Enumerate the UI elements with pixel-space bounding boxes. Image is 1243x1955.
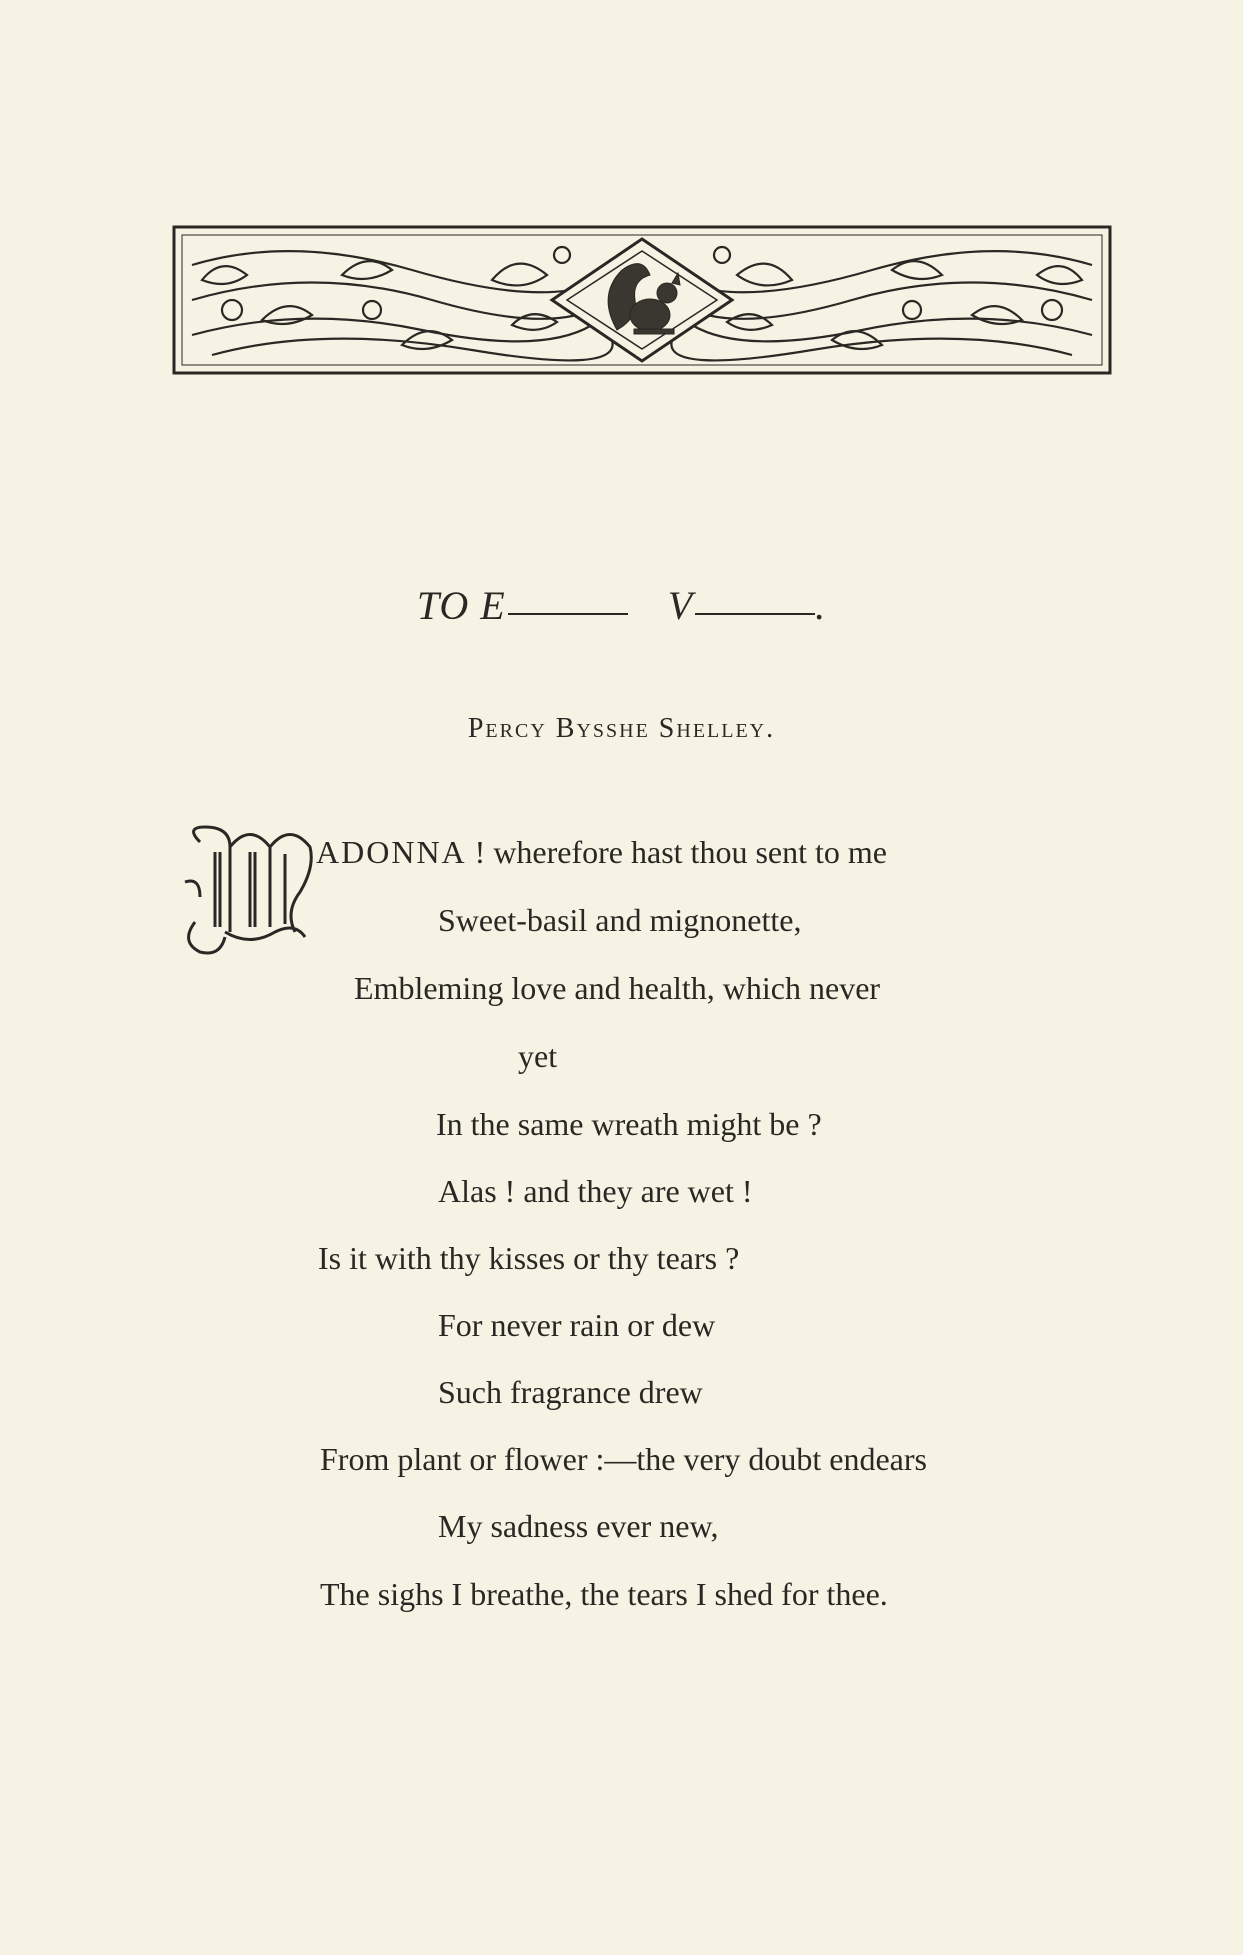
first-line-caps: ADONNA: [316, 834, 467, 870]
poem-line: Is it with thy kisses or thy tears ?: [318, 1240, 740, 1276]
title-prefix: TO E: [416, 583, 506, 628]
poem-line: For never rain or dew: [438, 1307, 716, 1343]
poem-line: From plant or flower :—the very doubt endears: [320, 1441, 927, 1477]
poem-title: [0, 582, 1243, 629]
title-middle: V: [667, 583, 694, 628]
poem-line: The sighs I breathe, the tears I shed for thee.: [320, 1576, 888, 1612]
title-dash: [695, 613, 815, 615]
title-dash: [508, 613, 628, 615]
poem-line: Sweet-basil and mignonette,: [438, 902, 802, 938]
decorated-initial-m-icon: [180, 822, 320, 982]
author-name: Percy Bysshe Shelley.: [467, 713, 776, 744]
poem-line: My sadness ever new,: [438, 1508, 719, 1544]
poem-line: yet: [518, 1038, 558, 1074]
poem-line: Alas ! and they are wet !: [438, 1173, 753, 1209]
title-suffix: .: [815, 583, 827, 628]
poem-line: [316, 832, 887, 872]
ornamental-squirrel-headpiece-icon: [172, 225, 1112, 375]
poem-line: In the same wreath might be ?: [436, 1106, 822, 1142]
poem-line: Embleming love and health, which never: [354, 970, 881, 1006]
drop-cap: [180, 822, 320, 982]
first-line-rest: ! wherefore hast thou sent to me: [466, 834, 887, 870]
ornamental-headpiece: [172, 225, 1112, 375]
poem-line: Such fragrance drew: [438, 1374, 703, 1410]
